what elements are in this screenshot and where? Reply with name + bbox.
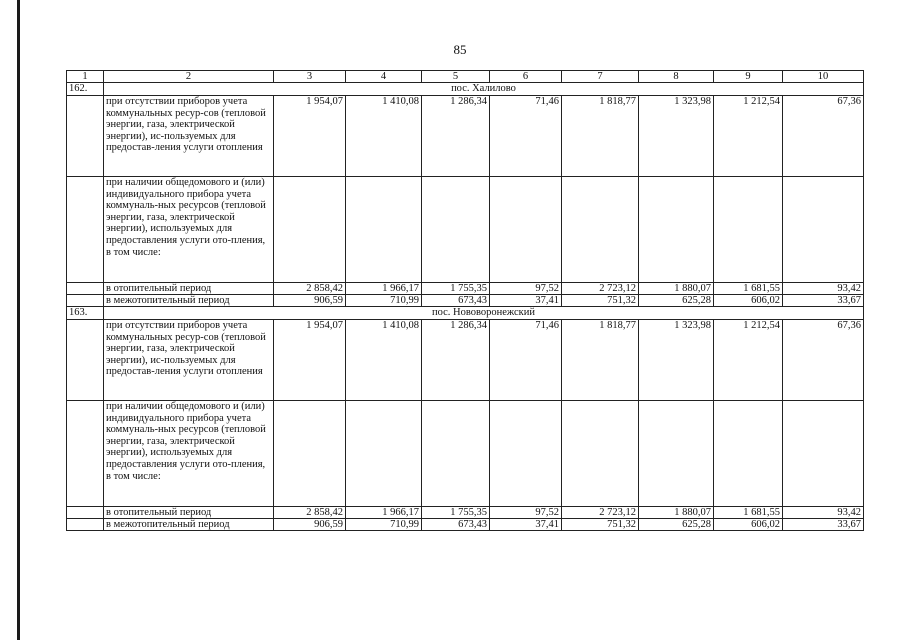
value-cell: 1 410,08 (346, 96, 422, 177)
empty-index-cell (67, 519, 104, 531)
row-description: при отсутствии приборов учета коммунальных ресур-сов (тепловой энергии, газа, электрической энергии), ис-пользуемых для предостав-ления услуги отопления (104, 320, 274, 401)
value-cell: 1 410,08 (346, 320, 422, 401)
empty-index-cell (67, 177, 104, 283)
value-cell: 625,28 (639, 519, 714, 531)
value-cell (639, 401, 714, 507)
row-index: 162. (67, 83, 104, 96)
value-cell: 1 212,54 (714, 320, 783, 401)
table-row (67, 295, 864, 307)
value-cell: 710,99 (346, 519, 422, 531)
empty-index-cell (67, 507, 104, 519)
value-cell: 906,59 (274, 295, 346, 307)
value-cell (562, 401, 639, 507)
value-cell: 1 880,07 (639, 507, 714, 519)
value-cell (783, 177, 864, 283)
value-cell: 1 954,07 (274, 320, 346, 401)
empty-index-cell (67, 283, 104, 295)
value-cell: 67,36 (783, 320, 864, 401)
value-cell: 71,46 (490, 96, 562, 177)
value-cell (346, 401, 422, 507)
value-cell: 1 681,55 (714, 283, 783, 295)
binding-edge-line (17, 0, 20, 640)
empty-index-cell (67, 295, 104, 307)
column-header: 9 (714, 71, 783, 83)
value-cell (714, 177, 783, 283)
table-row (67, 283, 864, 295)
settlement-row (67, 83, 864, 96)
value-cell: 606,02 (714, 519, 783, 531)
value-cell: 37,41 (490, 519, 562, 531)
value-cell (639, 177, 714, 283)
row-description: при наличии общедомового и (или) индивидуального прибора учета коммуналь-ных ресурсов (тепловой энергии, газа, электрической энергии), используемых для предоставления услуги ото-пления, в том числе: (104, 401, 274, 507)
value-cell: 625,28 (639, 295, 714, 307)
table-row (67, 96, 864, 177)
column-header: 7 (562, 71, 639, 83)
column-header: 10 (783, 71, 864, 83)
value-cell: 2 858,42 (274, 507, 346, 519)
value-cell: 1 681,55 (714, 507, 783, 519)
column-header: 1 (67, 71, 104, 83)
value-cell: 1 818,77 (562, 96, 639, 177)
value-cell (346, 177, 422, 283)
value-cell (714, 401, 783, 507)
column-header: 8 (639, 71, 714, 83)
value-cell: 2 723,12 (562, 283, 639, 295)
column-header: 2 (104, 71, 274, 83)
value-cell: 1 880,07 (639, 283, 714, 295)
table-row (67, 519, 864, 531)
column-header: 5 (422, 71, 490, 83)
tariff-table (66, 70, 864, 531)
value-cell: 93,42 (783, 283, 864, 295)
page-number: 85 (453, 42, 467, 57)
column-header: 6 (490, 71, 562, 83)
value-cell: 97,52 (490, 507, 562, 519)
row-description: в отопительный период (104, 283, 274, 295)
value-cell: 33,67 (783, 519, 864, 531)
table-header-row (67, 71, 864, 83)
value-cell (422, 177, 490, 283)
empty-index-cell (67, 401, 104, 507)
row-description: в отопительный период (104, 507, 274, 519)
value-cell: 751,32 (562, 295, 639, 307)
value-cell: 67,36 (783, 96, 864, 177)
value-cell: 1 212,54 (714, 96, 783, 177)
table-row (67, 507, 864, 519)
value-cell: 1 755,35 (422, 283, 490, 295)
value-cell: 33,67 (783, 295, 864, 307)
settlement-name: пос. Халилово (104, 83, 864, 96)
value-cell (490, 401, 562, 507)
value-cell: 71,46 (490, 320, 562, 401)
value-cell (422, 401, 490, 507)
value-cell (562, 177, 639, 283)
table-body (67, 83, 864, 531)
row-description: в межотопительный период (104, 519, 274, 531)
value-cell: 2 723,12 (562, 507, 639, 519)
row-index: 163. (67, 307, 104, 320)
value-cell: 906,59 (274, 519, 346, 531)
value-cell: 1 755,35 (422, 507, 490, 519)
value-cell: 97,52 (490, 283, 562, 295)
table-row (67, 177, 864, 283)
value-cell: 2 858,42 (274, 283, 346, 295)
value-cell: 1 818,77 (562, 320, 639, 401)
table-row (67, 320, 864, 401)
value-cell: 1 966,17 (346, 507, 422, 519)
table-row (67, 401, 864, 507)
column-header: 3 (274, 71, 346, 83)
value-cell: 1 286,34 (422, 96, 490, 177)
row-description: при наличии общедомового и (или) индивидуального прибора учета коммуналь-ных ресурсов (тепловой энергии, газа, электрической энергии), используемых для предоставления услуги ото-пления, в том числе: (104, 177, 274, 283)
value-cell: 1 966,17 (346, 283, 422, 295)
value-cell: 751,32 (562, 519, 639, 531)
value-cell: 1 323,98 (639, 320, 714, 401)
settlement-row (67, 307, 864, 320)
value-cell: 673,43 (422, 519, 490, 531)
value-cell (783, 401, 864, 507)
row-description: при отсутствии приборов учета коммунальных ресур-сов (тепловой энергии, газа, электрической энергии), ис-пользуемых для предостав-ления услуги отопления (104, 96, 274, 177)
settlement-name: пос. Нововоронежский (104, 307, 864, 320)
row-description: в межотопительный период (104, 295, 274, 307)
value-cell: 93,42 (783, 507, 864, 519)
value-cell (274, 401, 346, 507)
column-header: 4 (346, 71, 422, 83)
value-cell (490, 177, 562, 283)
value-cell (274, 177, 346, 283)
empty-index-cell (67, 96, 104, 177)
value-cell: 37,41 (490, 295, 562, 307)
empty-index-cell (67, 320, 104, 401)
value-cell: 606,02 (714, 295, 783, 307)
value-cell: 1 323,98 (639, 96, 714, 177)
value-cell: 710,99 (346, 295, 422, 307)
value-cell: 1 954,07 (274, 96, 346, 177)
value-cell: 673,43 (422, 295, 490, 307)
value-cell: 1 286,34 (422, 320, 490, 401)
